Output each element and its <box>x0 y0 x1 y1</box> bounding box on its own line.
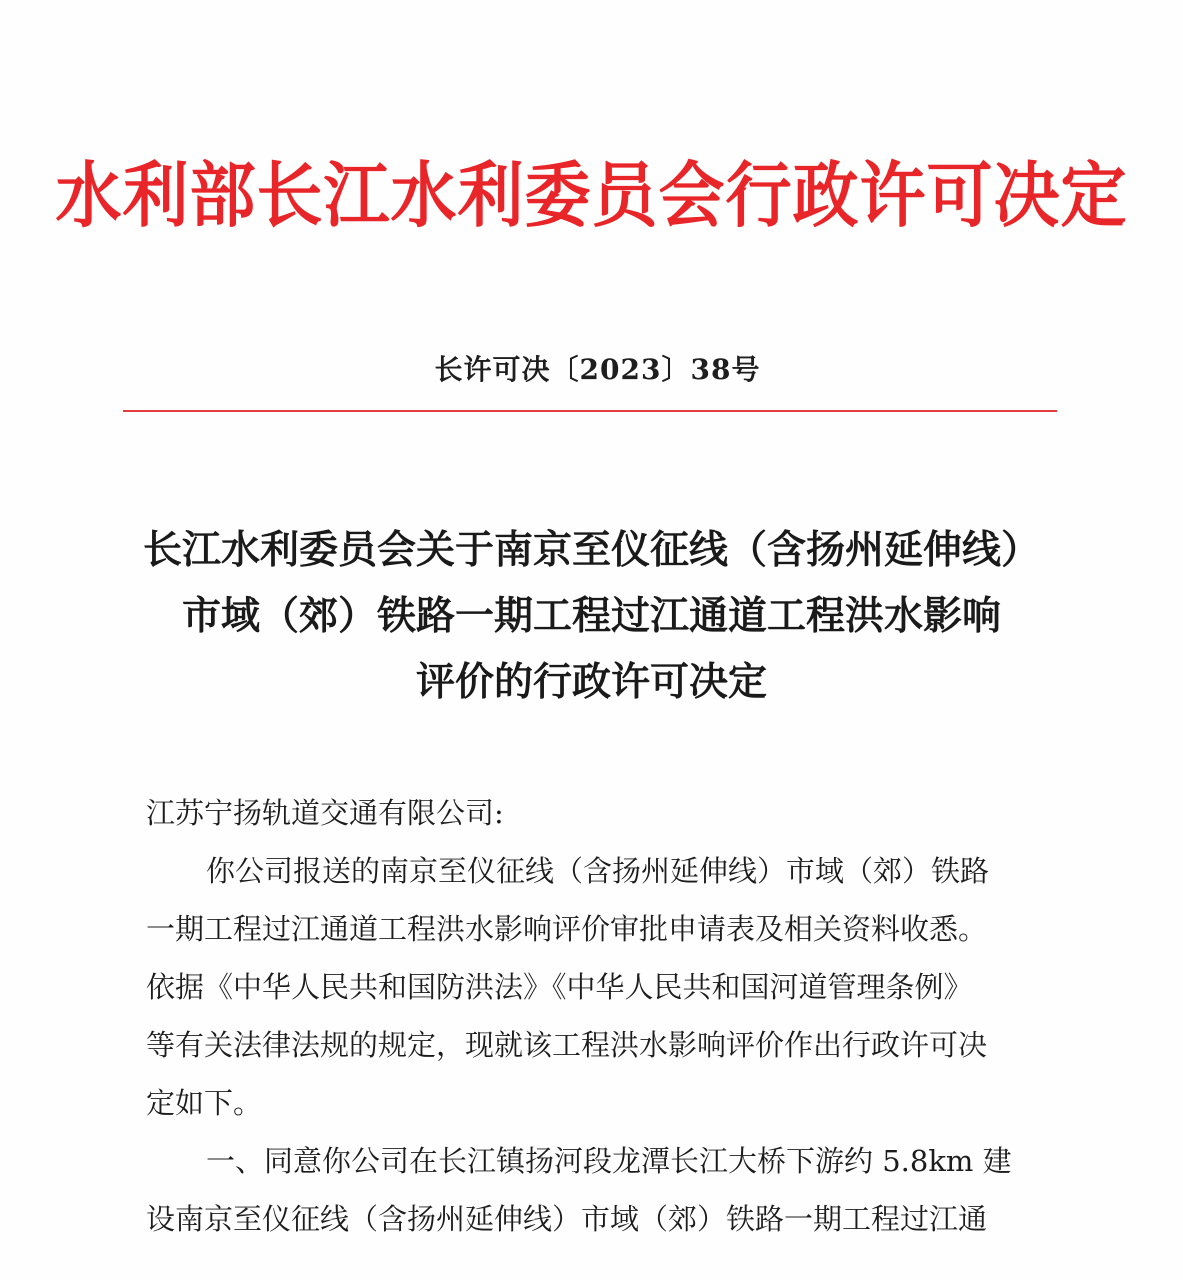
document-body <box>146 784 1074 1248</box>
document-title-line: 长江水利委员会关于南京至仪征线（含扬州延伸线） <box>142 528 1040 573</box>
paragraph-line: 设南京至仪征线（含扬州延伸线）市域（郊）铁路一期工程过江通 <box>146 1202 988 1236</box>
addressee: 江苏宁扬轨道交通有限公司: <box>146 796 504 830</box>
paragraph-line: 定如下。 <box>146 1086 263 1120</box>
masthead-title: 水利部长江水利委员会行政许可决定 <box>55 153 1128 238</box>
paragraph-line: 一、同意你公司在长江镇扬河段龙潭长江大桥下游约 5.8km 建 <box>206 1144 1012 1178</box>
red-divider-line <box>123 410 1057 412</box>
document-title <box>100 518 1083 716</box>
document-title-line: 评价的行政许可决定 <box>415 660 767 705</box>
document-title-line: 市域（郊）铁路一期工程过江通道工程洪水影响 <box>181 594 1001 639</box>
paragraph-line: 等有关法律法规的规定，现就该工程洪水影响评价作出行政许可决 <box>146 1028 988 1062</box>
paragraph-line: 依据《中华人民共和国防洪法》《中华人民共和国河道管理条例》 <box>146 970 973 1004</box>
paragraph-line: 一期工程过江通道工程洪水影响评价审批申请表及相关资料收悉。 <box>146 912 988 946</box>
paragraph-line: 你公司报送的南京至仪征线（含扬州延伸线）市域（郊）铁路 <box>206 854 990 888</box>
document-number: 长许可决〔2023〕38号 <box>434 353 761 386</box>
